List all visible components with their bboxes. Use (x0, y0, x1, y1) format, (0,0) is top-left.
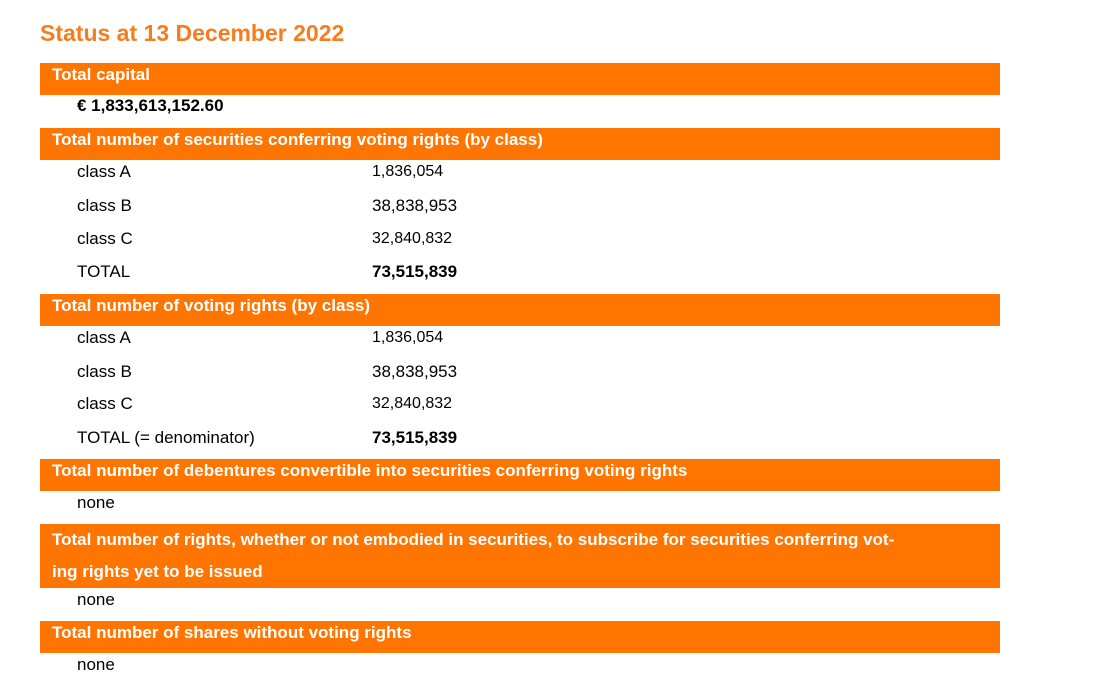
row-label: class B (77, 362, 132, 381)
row-value: 38,838,953 (372, 196, 458, 215)
section-header-total-capital: Total capital (40, 63, 1000, 95)
header-line: Total number of rights, whether or not embodied in securities, to subscribe for securities conferring vot- (52, 530, 895, 549)
debentures-value: none (77, 493, 115, 512)
total-value: 73,515,839 (372, 428, 458, 447)
total-label: TOTAL (77, 262, 131, 281)
non-voting-shares-value: none (77, 655, 115, 674)
row-value: 32,840,832 (372, 395, 453, 412)
subscription-rights-value: none (77, 590, 115, 609)
section-header-subscription-rights (40, 524, 1000, 588)
row-value: 32,840,832 (372, 230, 453, 247)
row-value: 1,836,054 (372, 329, 444, 346)
section-header-securities: Total number of securities conferring voting rights (by class) (40, 128, 1000, 160)
row-label: class A (77, 162, 131, 181)
section-header-debentures: Total number of debentures convertible into securities conferring voting rights (40, 459, 1000, 491)
row-label: class C (77, 394, 133, 413)
total-value: 73,515,839 (372, 262, 458, 281)
row-value: 38,838,953 (372, 362, 458, 381)
page-title: Status at 13 December 2022 (40, 20, 345, 46)
row-label: class C (77, 229, 133, 248)
row-label: class A (77, 328, 131, 347)
section-header-voting-rights: Total number of voting rights (by class) (40, 294, 1000, 326)
row-value: 1,836,054 (372, 163, 444, 180)
header-line: ing rights yet to be issued (52, 562, 263, 581)
section-header-non-voting-shares: Total number of shares without voting rights (40, 621, 1000, 653)
total-label: TOTAL (= denominator) (77, 428, 255, 447)
total-capital-value: € 1,833,613,152.60 (77, 96, 224, 115)
row-label: class B (77, 196, 132, 215)
